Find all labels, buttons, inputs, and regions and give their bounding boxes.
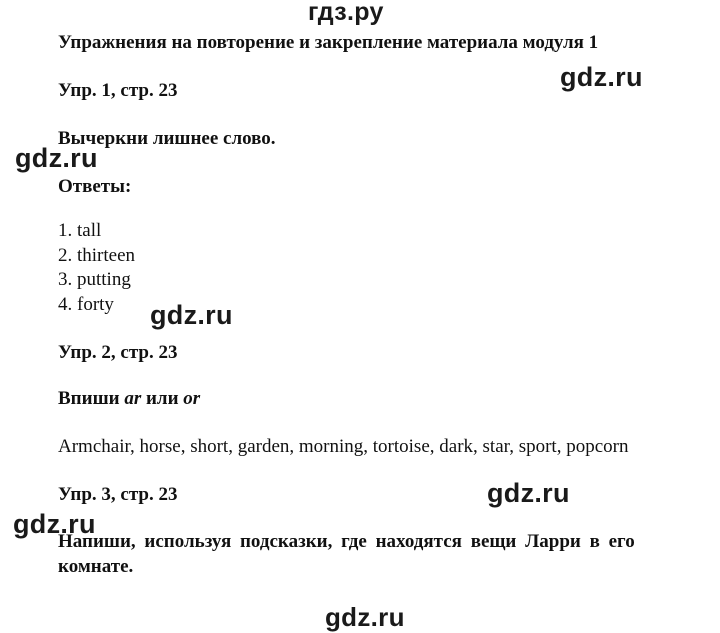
exercise-3-header: Упр. 3, стр. 23 [58, 484, 178, 505]
watermark: gdz.ru [487, 478, 570, 508]
answer-item: 4. forty [58, 293, 114, 315]
task-text: Впиши [58, 388, 125, 409]
watermark: gdz.ru [13, 509, 96, 539]
watermark: gdz.ru [560, 62, 643, 92]
module-title: Упражнения на повторение и закрепление материала модуля 1 [58, 32, 599, 53]
exercise-2-header: Упр. 2, стр. 23 [58, 342, 178, 363]
task-option-or: or [183, 388, 201, 409]
exercise-1-task: Вычеркни лишнее слово. [58, 128, 276, 149]
watermark: gdz.ru [15, 143, 98, 173]
exercise-3-task-line-2: комнате. [58, 556, 134, 577]
answer-item: 3. putting [58, 269, 131, 290]
watermark-bottom: gdz.ru [325, 602, 405, 632]
exercise-2-task [58, 388, 200, 410]
answer-item: 1. tall [58, 220, 102, 241]
watermark: gdz.ru [150, 300, 233, 330]
answers-list [58, 219, 135, 317]
task-option-ar: ar [124, 388, 142, 409]
answers-label: Ответы: [58, 176, 132, 197]
exercise-2-answer: Armchair, horse, short, garden, morning, tortoise, dark, star, sport, popcorn [58, 436, 629, 457]
watermark-top: гдз.ру [308, 0, 384, 26]
answer-item: 2. thirteen [58, 244, 136, 266]
exercise-3-task-line-1: Напиши, используя подсказки, где находятся вещи Ларри в его [58, 531, 635, 552]
task-text: или [141, 388, 184, 409]
exercise-1-header: Упр. 1, стр. 23 [58, 80, 178, 101]
